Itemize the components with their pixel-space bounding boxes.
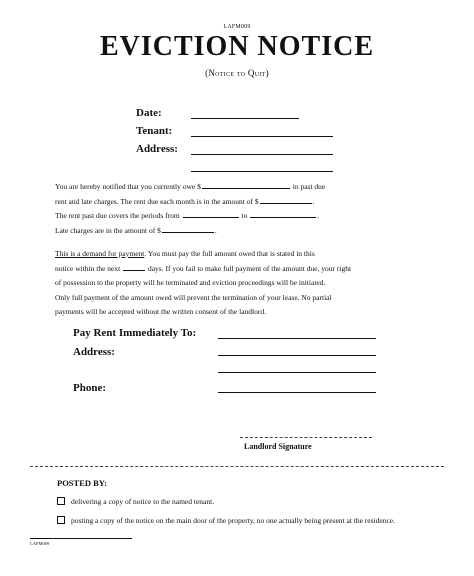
demand-heading: This is a demand for payment	[55, 249, 145, 258]
posted-option-posting[interactable]	[57, 516, 395, 525]
payment-address-line-2[interactable]	[218, 372, 376, 373]
address-label: Address:	[136, 143, 178, 155]
demand-text-2b: days. If you fail to make full payment of the amount due, your right	[147, 263, 352, 273]
payment-address-label: Address:	[73, 346, 115, 358]
period-to-blank[interactable]	[250, 210, 316, 218]
address-field-line-2[interactable]	[191, 171, 333, 172]
period-text: The rent past due covers the periods from	[55, 211, 180, 221]
demand-text-3: of possession to the property will be terminated and eviction proceedings will be initiated.	[55, 278, 326, 288]
demand-text-2a: notice within the next	[55, 263, 121, 273]
owed-text-end: in past due	[292, 182, 326, 191]
phone-label: Phone:	[73, 382, 106, 394]
date-field-line[interactable]	[191, 118, 299, 119]
late-charges-end: .	[214, 225, 217, 235]
pay-to-field-line[interactable]	[218, 338, 376, 339]
demand-text-5: payments will be accepted without the written consent of the landlord.	[55, 307, 266, 317]
date-label: Date:	[136, 107, 162, 119]
pay-rent-label: Pay Rent Immediately To:	[73, 327, 197, 339]
period-end: .	[317, 211, 320, 221]
posted-by-heading: POSTED BY:	[57, 478, 107, 488]
phone-field-line[interactable]	[218, 392, 376, 393]
owed-paragraph	[55, 180, 427, 238]
document-subtitle: (Notice to Quit)	[205, 68, 269, 78]
demand-text-1: . You must pay the full amount owed that is stated in this	[144, 249, 315, 258]
form-id: LAFM009	[223, 24, 251, 30]
footer-rule	[30, 538, 132, 539]
checkbox-icon[interactable]	[57, 516, 65, 524]
footer-form-id: LAFM009	[30, 541, 50, 546]
monthly-rent-blank[interactable]	[260, 196, 312, 204]
monthly-rent-end: .	[312, 196, 315, 206]
tenant-field-line[interactable]	[191, 136, 333, 137]
days-blank[interactable]	[123, 263, 145, 271]
demand-paragraph	[55, 247, 427, 320]
period-from-blank[interactable]	[183, 210, 239, 218]
late-charges-text: Late charges are in the amount of $	[55, 225, 161, 235]
posted-option-delivering[interactable]	[57, 497, 214, 506]
address-field-line-1[interactable]	[191, 154, 333, 155]
checkbox-icon[interactable]	[57, 497, 65, 505]
section-divider	[30, 466, 444, 467]
amount-owed-blank[interactable]	[202, 181, 290, 189]
signature-line[interactable]	[240, 437, 372, 438]
posted-option-1-text: delivering a copy of notice to the named tenant.	[71, 497, 215, 506]
posted-option-2-text: posting a copy of the notice on the main door of the property, no one actually being present at the residence.	[71, 516, 395, 525]
tenant-label: Tenant:	[136, 125, 173, 137]
owed-text: You are hereby notified that you currently owe $	[55, 182, 201, 191]
late-charges-blank[interactable]	[162, 225, 214, 233]
monthly-rent-text: rent and late charges. The rent due each month is in the amount of $	[55, 196, 259, 206]
signature-label: Landlord Signature	[244, 442, 312, 451]
demand-text-4: Only full payment of the amount owed will prevent the termination of your lease. No partial	[55, 292, 332, 302]
payment-address-line-1[interactable]	[218, 355, 376, 356]
document-title: EVICTION NOTICE	[99, 31, 375, 62]
period-to-text: to	[241, 211, 248, 221]
